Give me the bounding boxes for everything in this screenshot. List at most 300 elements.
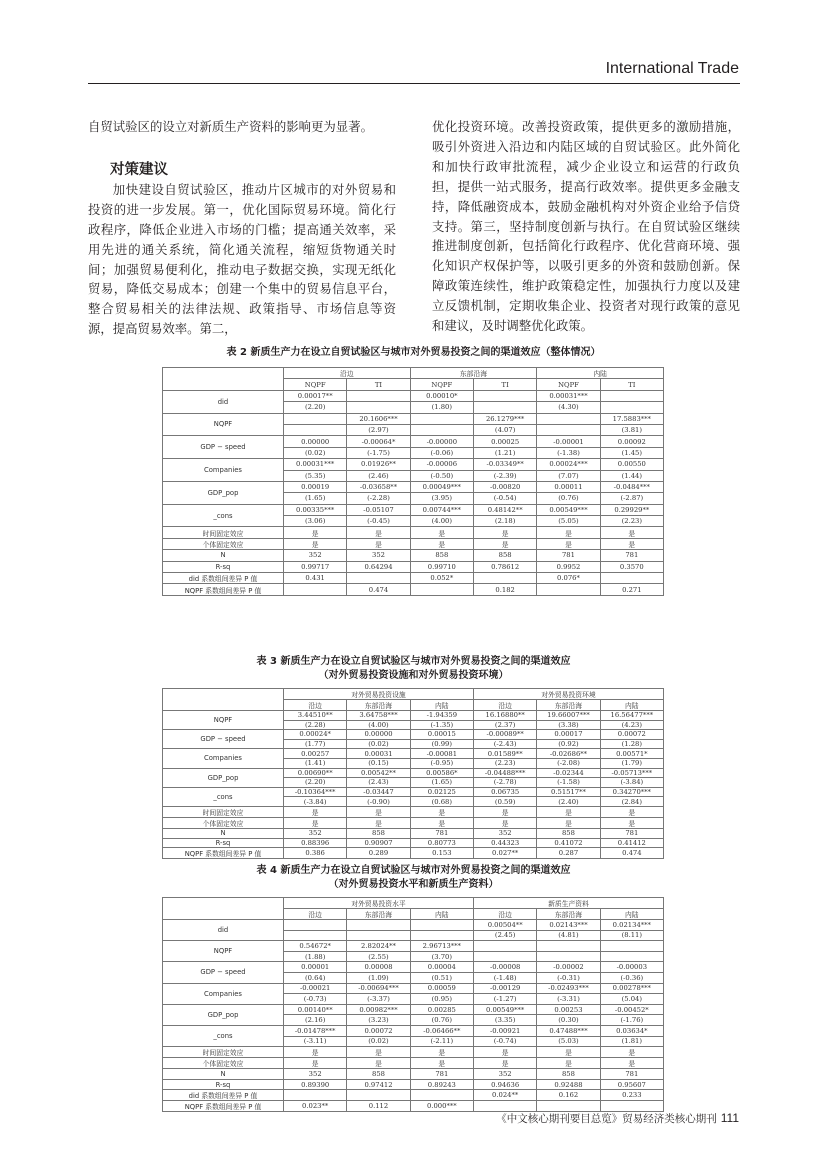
t-stat-cell: (8.11) xyxy=(600,930,663,941)
coef-cell: 17.5883*** xyxy=(600,413,663,424)
coef-row xyxy=(163,787,664,797)
t-stat-cell: (-2.11) xyxy=(410,1036,473,1047)
t-stat-cell: (0.59) xyxy=(473,797,536,807)
coef-cell xyxy=(600,390,663,401)
stat-cell: 0.112 xyxy=(347,1101,410,1112)
variable-label: Companies xyxy=(163,983,284,1004)
t-stat-cell: (2.37) xyxy=(473,720,536,730)
stat-cell: 是 xyxy=(537,538,600,549)
t-stat-cell: (-1.75) xyxy=(347,447,410,458)
stat-cell: 是 xyxy=(284,817,347,828)
stat-cell: 0.162 xyxy=(537,1090,600,1101)
section-heading: 对策建议 xyxy=(110,161,168,178)
stat-cell xyxy=(473,573,536,584)
column-header: 沿边 xyxy=(473,700,536,711)
stat-cell: 0.287 xyxy=(537,848,600,859)
t-stat-cell: (3.70) xyxy=(410,951,473,962)
paragraph: 自贸试验区的设立对新质生产资料的影响更为显著。 xyxy=(88,119,373,134)
stat-cell: 0.271 xyxy=(600,584,663,595)
row-label: 时间固定效应 xyxy=(163,806,284,817)
variable-label: _cons xyxy=(163,1025,284,1046)
variable-label: GDP_pop xyxy=(163,768,284,787)
column-header: NQPF xyxy=(537,379,600,390)
coef-cell: 0.02125 xyxy=(410,787,473,797)
caption-line: （对外贸易投资设施和对外贸易投资环境） xyxy=(318,670,509,681)
coef-cell: 0.00031 xyxy=(347,749,410,759)
stat-cell: 是 xyxy=(284,1058,347,1069)
table-4-caption xyxy=(0,864,827,892)
stat-cell: 781 xyxy=(600,1069,663,1080)
column-header: NQPF xyxy=(284,379,347,390)
coef-cell: -0.00129 xyxy=(473,983,536,994)
coef-cell: -0.00064* xyxy=(347,436,410,447)
t-stat-cell: (1.41) xyxy=(284,758,347,768)
t-stat-cell xyxy=(284,424,347,435)
stat-cell: 0.233 xyxy=(600,1090,663,1101)
t-stat-cell: (3.06) xyxy=(284,516,347,527)
coef-cell: 0.34270*** xyxy=(600,787,663,797)
column-header: TI xyxy=(600,379,663,390)
group-header: 沿边 xyxy=(284,368,411,379)
coef-row xyxy=(163,504,664,515)
t-stat-cell: (-1.35) xyxy=(410,720,473,730)
t-stat-cell: (1.28) xyxy=(600,739,663,749)
variable-label: GDP_pop xyxy=(163,481,284,504)
t-stat-cell: (5.03) xyxy=(537,1036,600,1047)
t-stat-cell: (-1.58) xyxy=(537,778,600,788)
row-label: NQPF 系数组间差异 P 值 xyxy=(163,1101,284,1112)
coef-cell: 0.00285 xyxy=(410,1004,473,1015)
t-stat-cell: (3.38) xyxy=(537,720,600,730)
t-stat-cell: (2.55) xyxy=(347,951,410,962)
t-stat-cell: (-0.45) xyxy=(347,516,410,527)
coef-cell: 0.00017** xyxy=(284,390,347,401)
t-stat-cell: (1.81) xyxy=(600,1036,663,1047)
stat-row xyxy=(163,1079,664,1090)
coef-cell: 0.00072 xyxy=(347,1025,410,1036)
header-row xyxy=(163,368,664,379)
stat-cell: 0.3570 xyxy=(600,561,663,572)
stat-cell: 858 xyxy=(347,828,410,838)
t-stat-cell: (2.43) xyxy=(347,778,410,788)
t-stat-cell: (0.76) xyxy=(410,1015,473,1026)
t-stat-cell: (7.07) xyxy=(537,470,600,481)
coef-cell: 0.00278*** xyxy=(600,983,663,994)
stat-cell: 0.64294 xyxy=(347,561,410,572)
t-stat-cell: (2.45) xyxy=(473,930,536,941)
variable-label: _cons xyxy=(163,504,284,527)
row-label: NQPF 系数组间差异 P 值 xyxy=(163,848,284,859)
stat-cell: 0.023** xyxy=(284,1101,347,1112)
t-stat-cell: (2.84) xyxy=(600,797,663,807)
journal-name: International Trade xyxy=(605,60,739,77)
group-header: 东部沿海 xyxy=(410,368,537,379)
t-stat-cell xyxy=(347,930,410,941)
t-stat-cell: (4.81) xyxy=(537,930,600,941)
coef-cell xyxy=(600,941,663,952)
row-label: R-sq xyxy=(163,561,284,572)
caption-line: 表 3 新质生产力在设立自贸试验区与城市对外贸易投资之间的渠道效应 xyxy=(256,656,571,667)
t-stat-cell: (0.68) xyxy=(410,797,473,807)
stat-cell: 是 xyxy=(284,538,347,549)
stat-cell: 0.024** xyxy=(473,1090,536,1101)
t-stat-cell: (0.64) xyxy=(284,972,347,983)
stat-cell: 0.153 xyxy=(410,848,473,859)
stat-cell: 0.78612 xyxy=(473,561,536,572)
stat-cell: 0.89390 xyxy=(284,1079,347,1090)
coef-cell: 0.00571* xyxy=(600,749,663,759)
stat-cell: 781 xyxy=(410,828,473,838)
stat-cell: 是 xyxy=(473,538,536,549)
coef-cell xyxy=(537,941,600,952)
paragraph: 加快建设自贸试验区，推动片区城市的对外贸易和投资的进一步发展。第一，优化国际贸易环境。简化行政程序，降低企业进入市场的门槛；提高通关效率，采用先进的通关系统，简化通关流程，缩短货物通关时间；加强贸易便利化，推动电子数据交换，实现无纸化贸易，降低交易成本；创建一个集中的贸易信息平台，整合贸易相关的法律法规、政策指导、市场信息等资源，提高贸易效率。第二， xyxy=(88,181,396,337)
coef-row xyxy=(163,768,664,778)
t-stat-cell: (-2.87) xyxy=(600,493,663,504)
stat-cell xyxy=(537,584,600,595)
coef-cell xyxy=(473,390,536,401)
column-header: 东部沿海 xyxy=(347,700,410,711)
stat-cell: 0.41412 xyxy=(600,838,663,848)
stat-cell xyxy=(284,1090,347,1101)
coef-cell: 0.00253 xyxy=(537,1004,600,1015)
stat-row xyxy=(163,538,664,549)
stat-cell: 0.94636 xyxy=(473,1079,536,1090)
stat-row xyxy=(163,1058,664,1069)
stat-cell: 是 xyxy=(537,806,600,817)
coef-cell xyxy=(284,920,347,931)
t-stat-cell: (0.02) xyxy=(347,739,410,749)
t-stat-cell: (3.81) xyxy=(600,424,663,435)
t-stat-cell: (-1.48) xyxy=(473,972,536,983)
stat-cell xyxy=(284,584,347,595)
coef-cell: 16.16880** xyxy=(473,711,536,721)
coef-cell xyxy=(347,390,410,401)
stat-cell: 781 xyxy=(410,1069,473,1080)
header-row xyxy=(163,689,664,700)
variable-label: GDP_pop xyxy=(163,1004,284,1025)
t-stat-cell: (0.76) xyxy=(537,493,600,504)
row-label: 时间固定效应 xyxy=(163,1047,284,1058)
t-stat-cell xyxy=(347,402,410,413)
t-stat-cell: (-3.37) xyxy=(347,994,410,1005)
group-header: 对外贸易投资设施 xyxy=(284,689,474,700)
coef-cell: -0.00081 xyxy=(410,749,473,759)
coef-cell: -1.94359 xyxy=(410,711,473,721)
stat-cell: 0.474 xyxy=(600,848,663,859)
stat-row xyxy=(163,561,664,572)
coef-cell xyxy=(410,920,473,931)
caption-line: （对外贸易投资水平和新质生产资料） xyxy=(328,879,499,890)
row-label: R-sq xyxy=(163,838,284,848)
stat-cell: 0.386 xyxy=(284,848,347,859)
stat-cell: 0.97412 xyxy=(347,1079,410,1090)
table-3 xyxy=(162,688,664,859)
t-stat-cell: (3.95) xyxy=(410,493,473,504)
coef-cell: -0.00089** xyxy=(473,730,536,740)
coef-cell: 0.00017 xyxy=(537,730,600,740)
coef-cell: -0.06466** xyxy=(410,1025,473,1036)
coef-cell xyxy=(284,413,347,424)
coef-cell: 2.82024** xyxy=(347,941,410,952)
t-stat-cell: (0.02) xyxy=(284,447,347,458)
t-stat-cell: (5.04) xyxy=(600,994,663,1005)
coef-cell: 0.00000 xyxy=(347,730,410,740)
stat-cell: 是 xyxy=(537,1047,600,1058)
row-label: N xyxy=(163,1069,284,1080)
variable-label: NQPF xyxy=(163,413,284,436)
coef-cell: -0.01478*** xyxy=(284,1025,347,1036)
stat-cell: 是 xyxy=(600,538,663,549)
t-stat-cell: (-3.84) xyxy=(284,797,347,807)
stat-cell: 0.474 xyxy=(347,584,410,595)
coef-cell: 0.00072 xyxy=(600,730,663,740)
row-label: 个体固定效应 xyxy=(163,1058,284,1069)
t-stat-cell: (-0.31) xyxy=(537,972,600,983)
caption-line: 表 4 新质生产力在设立自贸试验区与城市对外贸易投资之间的渠道效应 xyxy=(256,865,571,876)
coef-row xyxy=(163,1004,664,1015)
t-stat-cell xyxy=(537,424,600,435)
t-stat-cell: (-2.78) xyxy=(473,778,536,788)
paragraph: 优化投资环境。改善投资政策，提供更多的激励措施，吸引外资进入沿边和内陆区域的自贸试验区。此外简化和加快行政审批流程，减少企业设立和运营的行政负担，提供一站式服务，提高行政效率。提供更多金融支持，降低融资成本，鼓励金融机构对外资企业给予信贷支持。第三，坚持制度创新与执行。在自贸试验区继续推进制度创新，包括简化行政程序、优化营商环境、强化知识产权保护等，以吸引更多的外资和鼓励创新。保障政策连续性，维护政策稳定性，加强执行力度以及建立反馈机制，定期收集企业、投资者对现行政策的意见和建议，及时调整优化政策。 xyxy=(432,119,740,334)
t-stat-cell: (1.77) xyxy=(284,739,347,749)
stat-row xyxy=(163,817,664,828)
stat-cell: 是 xyxy=(473,1058,536,1069)
stat-cell: 是 xyxy=(284,806,347,817)
t-stat-cell: (-0.90) xyxy=(347,797,410,807)
stat-cell: 是 xyxy=(473,806,536,817)
stat-row xyxy=(163,527,664,538)
variable-label: GDP − speed xyxy=(163,436,284,459)
stat-cell: 是 xyxy=(284,527,347,538)
variable-label: GDP − speed xyxy=(163,730,284,749)
stat-cell xyxy=(347,1090,410,1101)
t-stat-cell xyxy=(600,402,663,413)
coef-cell: 0.00015 xyxy=(410,730,473,740)
coef-row xyxy=(163,962,664,973)
stat-cell: 0.027** xyxy=(473,848,536,859)
group-header: 对外贸易投资环境 xyxy=(473,689,663,700)
coef-cell: -0.00001 xyxy=(537,436,600,447)
coef-row xyxy=(163,749,664,759)
coef-cell: -0.00000 xyxy=(410,436,473,447)
stat-cell xyxy=(347,573,410,584)
stat-cell: 是 xyxy=(537,817,600,828)
stat-cell: 是 xyxy=(347,806,410,817)
stat-row xyxy=(163,573,664,584)
coef-cell: -0.02344 xyxy=(537,768,600,778)
coef-cell: 0.00690** xyxy=(284,768,347,778)
t-stat-cell: (-2.08) xyxy=(537,758,600,768)
column-header: 内陆 xyxy=(600,700,663,711)
stat-row xyxy=(163,1090,664,1101)
t-stat-cell: (0.92) xyxy=(537,739,600,749)
t-stat-cell: (-3.11) xyxy=(284,1036,347,1047)
column-header: 内陆 xyxy=(410,700,473,711)
stat-cell: 0.41072 xyxy=(537,838,600,848)
coef-cell: 3.44510** xyxy=(284,711,347,721)
stat-cell xyxy=(600,573,663,584)
variable-label: NQPF xyxy=(163,711,284,730)
t-stat-cell: (2.20) xyxy=(284,778,347,788)
row-label: NQPF 系数组间差异 P 值 xyxy=(163,584,284,595)
coef-row xyxy=(163,459,664,470)
stat-cell: 781 xyxy=(537,550,600,561)
t-stat-cell: (-0.50) xyxy=(410,470,473,481)
coef-row xyxy=(163,920,664,931)
stat-cell: 352 xyxy=(284,550,347,561)
coef-cell: 0.02143*** xyxy=(537,920,600,931)
coef-cell: -0.00694*** xyxy=(347,983,410,994)
coef-cell: 0.00001 xyxy=(284,962,347,973)
t-stat-cell: (1.45) xyxy=(600,447,663,458)
stat-cell: 0.89243 xyxy=(410,1079,473,1090)
column-header: 内陆 xyxy=(600,909,663,920)
coef-row xyxy=(163,481,664,492)
coef-cell: 0.00010* xyxy=(410,390,473,401)
coef-cell: 0.00549*** xyxy=(473,1004,536,1015)
row-label: 个体固定效应 xyxy=(163,538,284,549)
t-stat-cell: (1.21) xyxy=(473,447,536,458)
coef-cell: 19.66007*** xyxy=(537,711,600,721)
stat-cell: 0.000*** xyxy=(410,1101,473,1112)
coef-cell: 0.00059 xyxy=(410,983,473,994)
stat-cell: 是 xyxy=(347,817,410,828)
coef-cell: 0.00549*** xyxy=(537,504,600,515)
t-stat-cell: (-1.38) xyxy=(537,447,600,458)
column-header: 沿边 xyxy=(284,909,347,920)
stat-cell: 352 xyxy=(473,1069,536,1080)
coef-cell: 2.96713*** xyxy=(410,941,473,952)
coef-row xyxy=(163,711,664,721)
coef-cell: 0.51517** xyxy=(537,787,600,797)
coef-cell: -0.00820 xyxy=(473,481,536,492)
row-label: N xyxy=(163,550,284,561)
t-stat-cell: (3.35) xyxy=(473,1015,536,1026)
t-stat-cell: (-2.28) xyxy=(347,493,410,504)
coef-cell: 0.00031*** xyxy=(284,459,347,470)
stat-cell: 0.9952 xyxy=(537,561,600,572)
stat-cell: 858 xyxy=(537,828,600,838)
coef-cell: 0.00504** xyxy=(473,920,536,931)
left-column xyxy=(88,117,396,339)
t-stat-cell: (0.15) xyxy=(347,758,410,768)
coef-cell: -0.05713*** xyxy=(600,768,663,778)
stat-row xyxy=(163,806,664,817)
column-header: 沿边 xyxy=(284,700,347,711)
coef-row xyxy=(163,983,664,994)
variable-label: NQPF xyxy=(163,941,284,962)
group-header: 对外贸易投资水平 xyxy=(284,898,474,909)
column-header: NQPF xyxy=(410,379,473,390)
t-stat-cell: (4.07) xyxy=(473,424,536,435)
stat-cell: 是 xyxy=(347,1058,410,1069)
t-stat-cell: (1.79) xyxy=(600,758,663,768)
stat-cell: 是 xyxy=(473,1047,536,1058)
stat-cell: 是 xyxy=(410,538,473,549)
coef-cell: 20.1606*** xyxy=(347,413,410,424)
coef-cell: 0.00025 xyxy=(473,436,536,447)
stat-cell: 是 xyxy=(347,538,410,549)
variable-label: Companies xyxy=(163,749,284,768)
variable-label: did xyxy=(163,390,284,413)
stat-cell: 是 xyxy=(600,1047,663,1058)
right-column xyxy=(432,117,740,336)
stat-cell xyxy=(410,584,473,595)
column-header: TI xyxy=(347,379,410,390)
stat-cell: 352 xyxy=(347,550,410,561)
stat-cell: 是 xyxy=(473,817,536,828)
coef-cell: 0.01926** xyxy=(347,459,410,470)
stat-row xyxy=(163,1069,664,1080)
row-label: 时间固定效应 xyxy=(163,527,284,538)
coef-cell: 0.00550 xyxy=(600,459,663,470)
stat-cell xyxy=(410,1090,473,1101)
coef-cell: -0.00002 xyxy=(537,962,600,973)
t-stat-cell: (-2.39) xyxy=(473,470,536,481)
t-stat-cell: (1.88) xyxy=(284,951,347,962)
stat-cell: 0.289 xyxy=(347,848,410,859)
t-stat-cell xyxy=(473,951,536,962)
stat-cell: 0.92488 xyxy=(537,1079,600,1090)
stat-cell: 是 xyxy=(600,527,663,538)
stat-row xyxy=(163,584,664,595)
stat-cell: 0.076* xyxy=(537,573,600,584)
stat-cell: 是 xyxy=(410,806,473,817)
column-header: 沿边 xyxy=(473,909,536,920)
t-stat-cell: (1.65) xyxy=(410,778,473,788)
stat-row xyxy=(163,550,664,561)
coef-cell: 3.64758*** xyxy=(347,711,410,721)
stat-cell: 是 xyxy=(410,527,473,538)
column-header: 内陆 xyxy=(410,909,473,920)
stat-row xyxy=(163,838,664,848)
coef-cell: 0.00004 xyxy=(410,962,473,973)
row-label: N xyxy=(163,828,284,838)
page-number: 111 xyxy=(720,1111,739,1125)
caption-line: 表 2 新质生产力在设立自贸试验区与城市对外贸易投资之间的渠道效应（整体情况） xyxy=(226,347,601,358)
stat-cell: 是 xyxy=(410,1058,473,1069)
coef-cell: -0.00921 xyxy=(473,1025,536,1036)
coef-cell: 0.48142** xyxy=(473,504,536,515)
coef-cell: 0.03634* xyxy=(600,1025,663,1036)
t-stat-cell: (0.51) xyxy=(410,972,473,983)
coef-cell: -0.10364*** xyxy=(284,787,347,797)
coef-cell: -0.04488*** xyxy=(473,768,536,778)
variable-label: _cons xyxy=(163,787,284,806)
stat-cell: 352 xyxy=(284,1069,347,1080)
t-stat-cell xyxy=(410,930,473,941)
group-header: 内陆 xyxy=(537,368,664,379)
coef-cell: 16.56477*** xyxy=(600,711,663,721)
t-stat-cell: (2.20) xyxy=(284,402,347,413)
stat-row xyxy=(163,1047,664,1058)
t-stat-cell: (2.23) xyxy=(600,516,663,527)
column-header: TI xyxy=(473,379,536,390)
t-stat-cell: (2.97) xyxy=(347,424,410,435)
stat-cell: 0.99710 xyxy=(410,561,473,572)
t-stat-cell: (1.44) xyxy=(600,470,663,481)
coef-cell xyxy=(347,920,410,931)
row-label: did 系数组间差异 P 值 xyxy=(163,1090,284,1101)
t-stat-cell: (1.09) xyxy=(347,972,410,983)
stat-cell: 0.90907 xyxy=(347,838,410,848)
t-stat-cell: (2.23) xyxy=(473,758,536,768)
coef-cell: 0.02134*** xyxy=(600,920,663,931)
stat-cell: 是 xyxy=(410,1047,473,1058)
coef-cell: -0.03349** xyxy=(473,459,536,470)
stat-cell: 0.95607 xyxy=(600,1079,663,1090)
table-2-caption xyxy=(0,346,827,360)
